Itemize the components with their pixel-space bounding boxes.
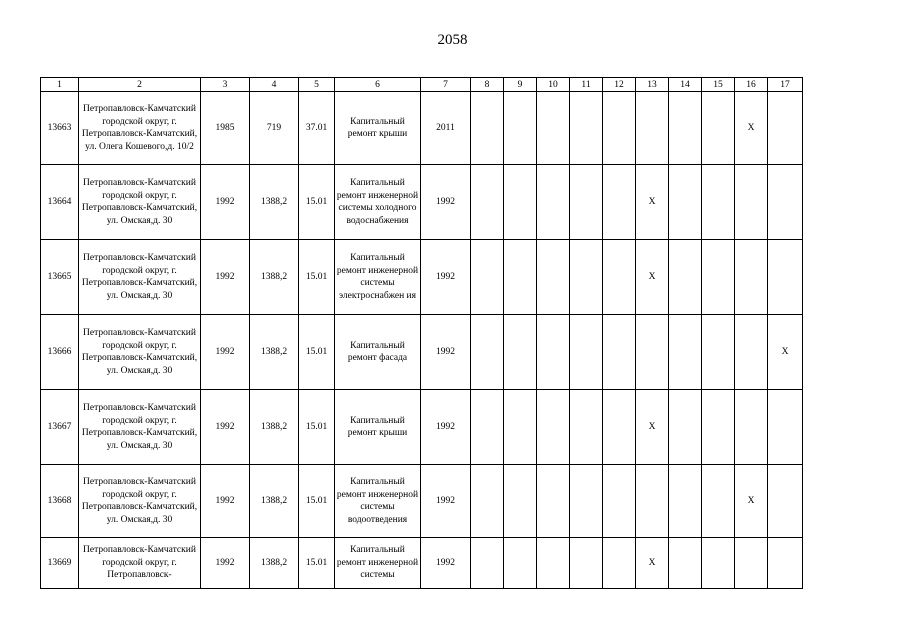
table-row bbox=[41, 92, 803, 165]
area-cell bbox=[250, 315, 299, 390]
mark-cell-col-15 bbox=[702, 240, 735, 315]
mark-cell-col-11 bbox=[570, 465, 603, 538]
column-header-7: 7 bbox=[421, 78, 471, 92]
header-row bbox=[41, 78, 803, 92]
row-id-cell bbox=[41, 390, 79, 465]
mark-cell-col-17 bbox=[768, 240, 803, 315]
mark-cell-col-15 bbox=[702, 538, 735, 589]
code-cell bbox=[299, 390, 335, 465]
area-cell-text: 1388,2 bbox=[260, 346, 288, 357]
build-year-cell bbox=[201, 165, 250, 240]
table-row bbox=[41, 240, 803, 315]
address-cell bbox=[79, 315, 201, 390]
mark-cell-col-9 bbox=[504, 390, 537, 465]
mark-cell-col-10 bbox=[537, 92, 570, 165]
work-type-cell bbox=[335, 165, 421, 240]
area-cell bbox=[250, 390, 299, 465]
row-id-cell-text: 13666 bbox=[47, 346, 72, 357]
work-type-cell bbox=[335, 92, 421, 165]
table-row bbox=[41, 315, 803, 390]
area-cell bbox=[250, 165, 299, 240]
mark-cell-col-17 bbox=[768, 165, 803, 240]
column-header-6: 6 bbox=[335, 78, 421, 92]
address-cell bbox=[79, 92, 201, 165]
build-year-cell-text: 1992 bbox=[215, 196, 235, 207]
column-header-14: 14 bbox=[669, 78, 702, 92]
address-cell-text: Петропавловск-Камчатский городской округ, г. Петропавловск-Камчатский, ул. Омская,д. 30 bbox=[81, 328, 198, 376]
area-cell-text: 1388,2 bbox=[260, 557, 288, 568]
code-cell bbox=[299, 315, 335, 390]
mark-cell-col-16 bbox=[735, 390, 768, 465]
table-row bbox=[41, 538, 803, 589]
plan-year-cell-text: 1992 bbox=[436, 271, 455, 282]
mark-cell-col-8 bbox=[471, 315, 504, 390]
mark-cell-col-14 bbox=[669, 165, 702, 240]
area-cell-text: 1388,2 bbox=[260, 196, 288, 207]
plan-year-cell-text: 1992 bbox=[436, 495, 455, 506]
plan-year-cell-text: 1992 bbox=[436, 557, 455, 568]
mark-cell-col-16 bbox=[735, 165, 768, 240]
mark-cell-col-17: X bbox=[768, 315, 803, 390]
column-header-5: 5 bbox=[299, 78, 335, 92]
column-header-16: 16 bbox=[735, 78, 768, 92]
mark-cell-col-13 bbox=[636, 315, 669, 390]
mark-cell-col-15 bbox=[702, 390, 735, 465]
mark-cell-col-15 bbox=[702, 92, 735, 165]
mark-cell-col-15 bbox=[702, 465, 735, 538]
mark-cell-col-16: X bbox=[735, 465, 768, 538]
mark-cell-col-12 bbox=[603, 240, 636, 315]
plan-year-cell-text: 1992 bbox=[436, 196, 455, 207]
code-cell-text: 15.01 bbox=[305, 271, 328, 282]
build-year-cell bbox=[201, 538, 250, 589]
mark-cell-col-14 bbox=[669, 315, 702, 390]
mark-cell-col-13: X bbox=[636, 165, 669, 240]
row-id-cell-text: 13664 bbox=[47, 196, 72, 207]
area-cell-text: 719 bbox=[266, 122, 282, 133]
mark-cell-col-14 bbox=[669, 240, 702, 315]
mark-cell-col-12 bbox=[603, 92, 636, 165]
work-plan-table bbox=[40, 77, 803, 589]
plan-year-cell bbox=[421, 390, 471, 465]
mark-cell-col-8 bbox=[471, 538, 504, 589]
column-header-4: 4 bbox=[250, 78, 299, 92]
work-type-cell bbox=[335, 240, 421, 315]
column-header-2: 2 bbox=[79, 78, 201, 92]
mark-cell-col-13: X bbox=[636, 390, 669, 465]
work-type-cell-text: Капитальный ремонт инженерной системы bbox=[336, 545, 419, 581]
work-type-cell bbox=[335, 538, 421, 589]
mark-cell-col-13: X bbox=[636, 240, 669, 315]
work-type-cell-text: Капитальный ремонт крыши bbox=[347, 415, 408, 438]
mark-cell-col-16 bbox=[735, 315, 768, 390]
code-cell-text: 15.01 bbox=[305, 196, 328, 207]
table-row bbox=[41, 465, 803, 538]
build-year-cell bbox=[201, 92, 250, 165]
column-header-11: 11 bbox=[570, 78, 603, 92]
row-id-cell bbox=[41, 240, 79, 315]
mark-cell-col-8 bbox=[471, 92, 504, 165]
mark-cell-col-10 bbox=[537, 315, 570, 390]
code-cell bbox=[299, 165, 335, 240]
address-cell-text: Петропавловск-Камчатский городской округ, г. Петропавловск-Камчатский, ул. Омская,д. 30 bbox=[81, 253, 198, 301]
mark-cell-col-8 bbox=[471, 240, 504, 315]
code-cell bbox=[299, 92, 335, 165]
plan-year-cell bbox=[421, 465, 471, 538]
mark-cell-col-10 bbox=[537, 538, 570, 589]
column-header-10: 10 bbox=[537, 78, 570, 92]
code-cell-text: 15.01 bbox=[305, 421, 328, 432]
plan-year-cell-text: 1992 bbox=[436, 421, 455, 432]
column-header-9: 9 bbox=[504, 78, 537, 92]
address-cell bbox=[79, 240, 201, 315]
mark-cell-col-12 bbox=[603, 165, 636, 240]
row-id-cell bbox=[41, 315, 79, 390]
mark-cell-col-17 bbox=[768, 92, 803, 165]
address-cell-text: Петропавловск-Камчатский городской округ, г. Петропавловск-Камчатский, ул. Омская,д. 30 bbox=[81, 477, 198, 525]
table-row bbox=[41, 165, 803, 240]
area-cell-text: 1388,2 bbox=[260, 271, 288, 282]
mark-cell-col-16 bbox=[735, 240, 768, 315]
mark-cell-col-9 bbox=[504, 165, 537, 240]
plan-year-cell-text: 2011 bbox=[436, 122, 455, 133]
area-cell bbox=[250, 240, 299, 315]
work-type-cell bbox=[335, 465, 421, 538]
mark-cell-col-14 bbox=[669, 92, 702, 165]
build-year-cell bbox=[201, 390, 250, 465]
mark-cell-col-13 bbox=[636, 92, 669, 165]
column-header-12: 12 bbox=[603, 78, 636, 92]
address-cell bbox=[79, 165, 201, 240]
mark-cell-col-9 bbox=[504, 538, 537, 589]
column-header-13: 13 bbox=[636, 78, 669, 92]
code-cell-text: 15.01 bbox=[305, 557, 328, 568]
work-type-cell bbox=[335, 315, 421, 390]
mark-cell-col-8 bbox=[471, 390, 504, 465]
row-id-cell-text: 13669 bbox=[47, 557, 72, 568]
plan-year-cell bbox=[421, 315, 471, 390]
mark-cell-col-9 bbox=[504, 315, 537, 390]
area-cell bbox=[250, 538, 299, 589]
row-id-cell bbox=[41, 465, 79, 538]
row-id-cell-text: 13663 bbox=[47, 122, 72, 133]
mark-cell-col-10 bbox=[537, 240, 570, 315]
area-cell-text: 1388,2 bbox=[260, 495, 288, 506]
page-number: 2058 bbox=[437, 32, 468, 48]
build-year-cell-text: 1992 bbox=[215, 495, 235, 506]
area-cell-text: 1388,2 bbox=[260, 421, 288, 432]
mark-cell-col-17 bbox=[768, 465, 803, 538]
plan-year-cell bbox=[421, 92, 471, 165]
address-cell-text: Петропавловск-Камчатский городской округ, г. Петропавловск- bbox=[83, 545, 196, 581]
mark-cell-col-11 bbox=[570, 165, 603, 240]
build-year-cell-text: 1992 bbox=[215, 557, 235, 568]
code-cell bbox=[299, 240, 335, 315]
address-cell bbox=[79, 390, 201, 465]
build-year-cell-text: 1992 bbox=[215, 346, 235, 357]
build-year-cell bbox=[201, 240, 250, 315]
work-type-cell-text: Капитальный ремонт крыши bbox=[347, 116, 408, 139]
address-cell-text: Петропавловск-Камчатский городской округ, г. Петропавловск-Камчатский, ул. Омская,д. 30 bbox=[81, 403, 198, 451]
build-year-cell-text: 1992 bbox=[215, 271, 235, 282]
build-year-cell bbox=[201, 315, 250, 390]
plan-year-cell bbox=[421, 240, 471, 315]
column-header-15: 15 bbox=[702, 78, 735, 92]
address-cell-text: Петропавловск-Камчатский городской округ, г. Петропавловск-Камчатский, ул. Омская,д. 30 bbox=[81, 178, 198, 226]
column-header-3: 3 bbox=[201, 78, 250, 92]
mark-cell-col-13: X bbox=[636, 538, 669, 589]
code-cell-text: 15.01 bbox=[305, 495, 328, 506]
row-id-cell bbox=[41, 92, 79, 165]
mark-cell-col-14 bbox=[669, 390, 702, 465]
plan-year-cell bbox=[421, 165, 471, 240]
area-cell bbox=[250, 92, 299, 165]
mark-cell-col-14 bbox=[669, 465, 702, 538]
code-cell bbox=[299, 538, 335, 589]
address-cell-text: Петропавловск-Камчатский городской округ, г. Петропавловск-Камчатский, ул. Олега Кошевого,д. 10/2 bbox=[81, 104, 198, 152]
row-id-cell bbox=[41, 165, 79, 240]
mark-cell-col-11 bbox=[570, 92, 603, 165]
code-cell-text: 15.01 bbox=[305, 346, 328, 357]
mark-cell-col-12 bbox=[603, 315, 636, 390]
mark-cell-col-9 bbox=[504, 92, 537, 165]
mark-cell-col-16: X bbox=[735, 92, 768, 165]
mark-cell-col-11 bbox=[570, 538, 603, 589]
mark-cell-col-11 bbox=[570, 315, 603, 390]
mark-cell-col-11 bbox=[570, 240, 603, 315]
work-type-cell bbox=[335, 390, 421, 465]
mark-cell-col-15 bbox=[702, 315, 735, 390]
work-type-cell-text: Капитальный ремонт инженерной системы водоотведения bbox=[336, 477, 419, 525]
mark-cell-col-17 bbox=[768, 390, 803, 465]
build-year-cell bbox=[201, 465, 250, 538]
code-cell bbox=[299, 465, 335, 538]
mark-cell-col-10 bbox=[537, 390, 570, 465]
build-year-cell-text: 1985 bbox=[215, 122, 235, 133]
mark-cell-col-10 bbox=[537, 165, 570, 240]
mark-cell-col-12 bbox=[603, 538, 636, 589]
area-cell bbox=[250, 465, 299, 538]
row-id-cell-text: 13667 bbox=[47, 421, 72, 432]
plan-year-cell-text: 1992 bbox=[436, 346, 455, 357]
plan-year-cell bbox=[421, 538, 471, 589]
mark-cell-col-16 bbox=[735, 538, 768, 589]
mark-cell-col-10 bbox=[537, 465, 570, 538]
mark-cell-col-12 bbox=[603, 465, 636, 538]
mark-cell-col-9 bbox=[504, 465, 537, 538]
column-header-17: 17 bbox=[768, 78, 803, 92]
address-cell bbox=[79, 538, 201, 589]
row-id-cell-text: 13665 bbox=[47, 271, 72, 282]
column-header-8: 8 bbox=[471, 78, 504, 92]
mark-cell-col-11 bbox=[570, 390, 603, 465]
code-cell-text: 37.01 bbox=[305, 122, 328, 133]
mark-cell-col-8 bbox=[471, 165, 504, 240]
mark-cell-col-17 bbox=[768, 538, 803, 589]
table-row bbox=[41, 390, 803, 465]
row-id-cell-text: 13668 bbox=[47, 495, 72, 506]
work-type-cell-text: Капитальный ремонт инженерной системы электроснабжен ия bbox=[336, 253, 419, 301]
column-header-1: 1 bbox=[41, 78, 79, 92]
work-type-cell-text: Капитальный ремонт инженерной системы холодного водоснабжения bbox=[336, 178, 419, 226]
mark-cell-col-12 bbox=[603, 390, 636, 465]
mark-cell-col-8 bbox=[471, 465, 504, 538]
row-id-cell bbox=[41, 538, 79, 589]
build-year-cell-text: 1992 bbox=[215, 421, 235, 432]
mark-cell-col-9 bbox=[504, 240, 537, 315]
address-cell bbox=[79, 465, 201, 538]
work-type-cell-text: Капитальный ремонт фасада bbox=[347, 340, 408, 363]
mark-cell-col-13 bbox=[636, 465, 669, 538]
mark-cell-col-15 bbox=[702, 165, 735, 240]
mark-cell-col-14 bbox=[669, 538, 702, 589]
